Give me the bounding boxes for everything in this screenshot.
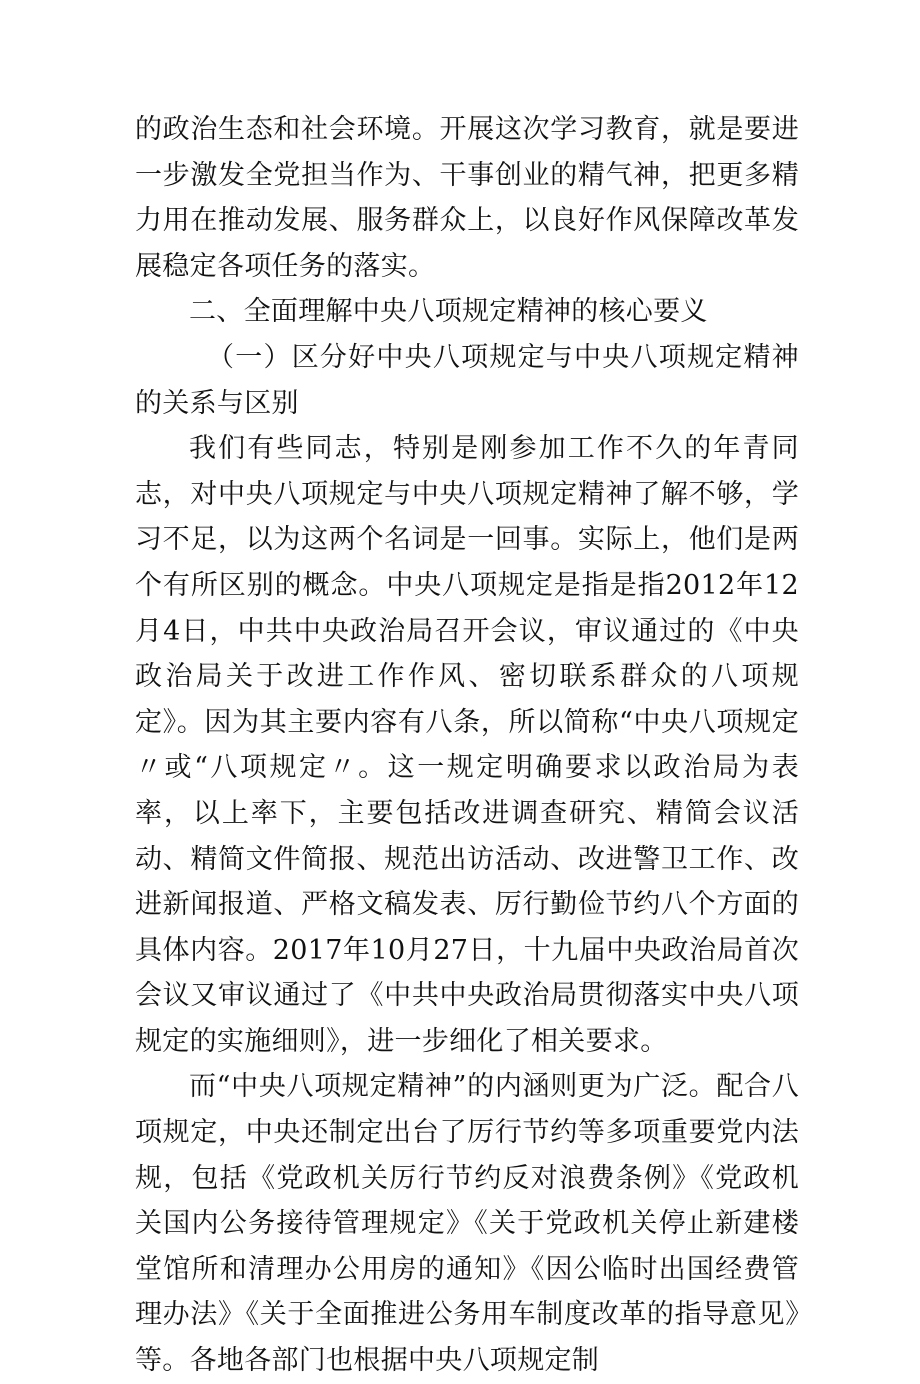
body-paragraph: 而“中央八项规定精神”的内涵则更为广泛。配合八项规定，中央还制定出台了厉行节约等多项重要党内法规，包括《党政机关厉行节约反对浪费条例》《党政机关国内公务接待管理规定》《关于党政机关停止新建楼堂馆所和清理办公用房的通知》《因公临时出国经费管理办法》《关于全面推进公务用车制度改革的指导意见》等。各地各部门也根据中央八项规定制	[135, 1071, 799, 1377]
document-body	[135, 107, 799, 1384]
continuation-paragraph: 的政治生态和社会环境。开展这次学习教育，就是要进一步激发全党担当作为、干事创业的精气神，把更多精力用在推动发展、服务群众上，以良好作风保障改革发展稳定各项任务的落实。	[135, 114, 799, 282]
body-paragraph: 我们有些同志，特别是刚参加工作不久的年青同志，对中央八项规定与中央八项规定精神了解不够，学习不足，以为这两个名词是一回事。实际上，他们是两个有所区别的概念。中央八项规定是指是指2012年12月4日，中共中央政治局召开会议，审议通过的《中央政治局关于改进工作作风、密切联系群众的八项规定》。因为其主要内容有八条，所以简称“中央八项规定〃或“八项规定〃。这一规定明确要求以政治局为表率，以上率下，主要包括改进调查研究、精简会议活动、精简文件简报、规范出访活动、改进警卫工作、改进新闻报道、严格文稿发表、厉行勤俭节约八个方面的具体内容。2017年10月27日，十九届中央政治局首次会议又审议通过了《中共中央政治局贯彻落实中央八项规定的实施细则》，进一步细化了相关要求。	[135, 433, 799, 1057]
section-heading: 二、全面理解中央八项规定精神的核心要义	[189, 296, 708, 328]
subsection-heading: （一）区分好中央八项规定与中央八项规定精神的关系与区别	[135, 341, 799, 419]
